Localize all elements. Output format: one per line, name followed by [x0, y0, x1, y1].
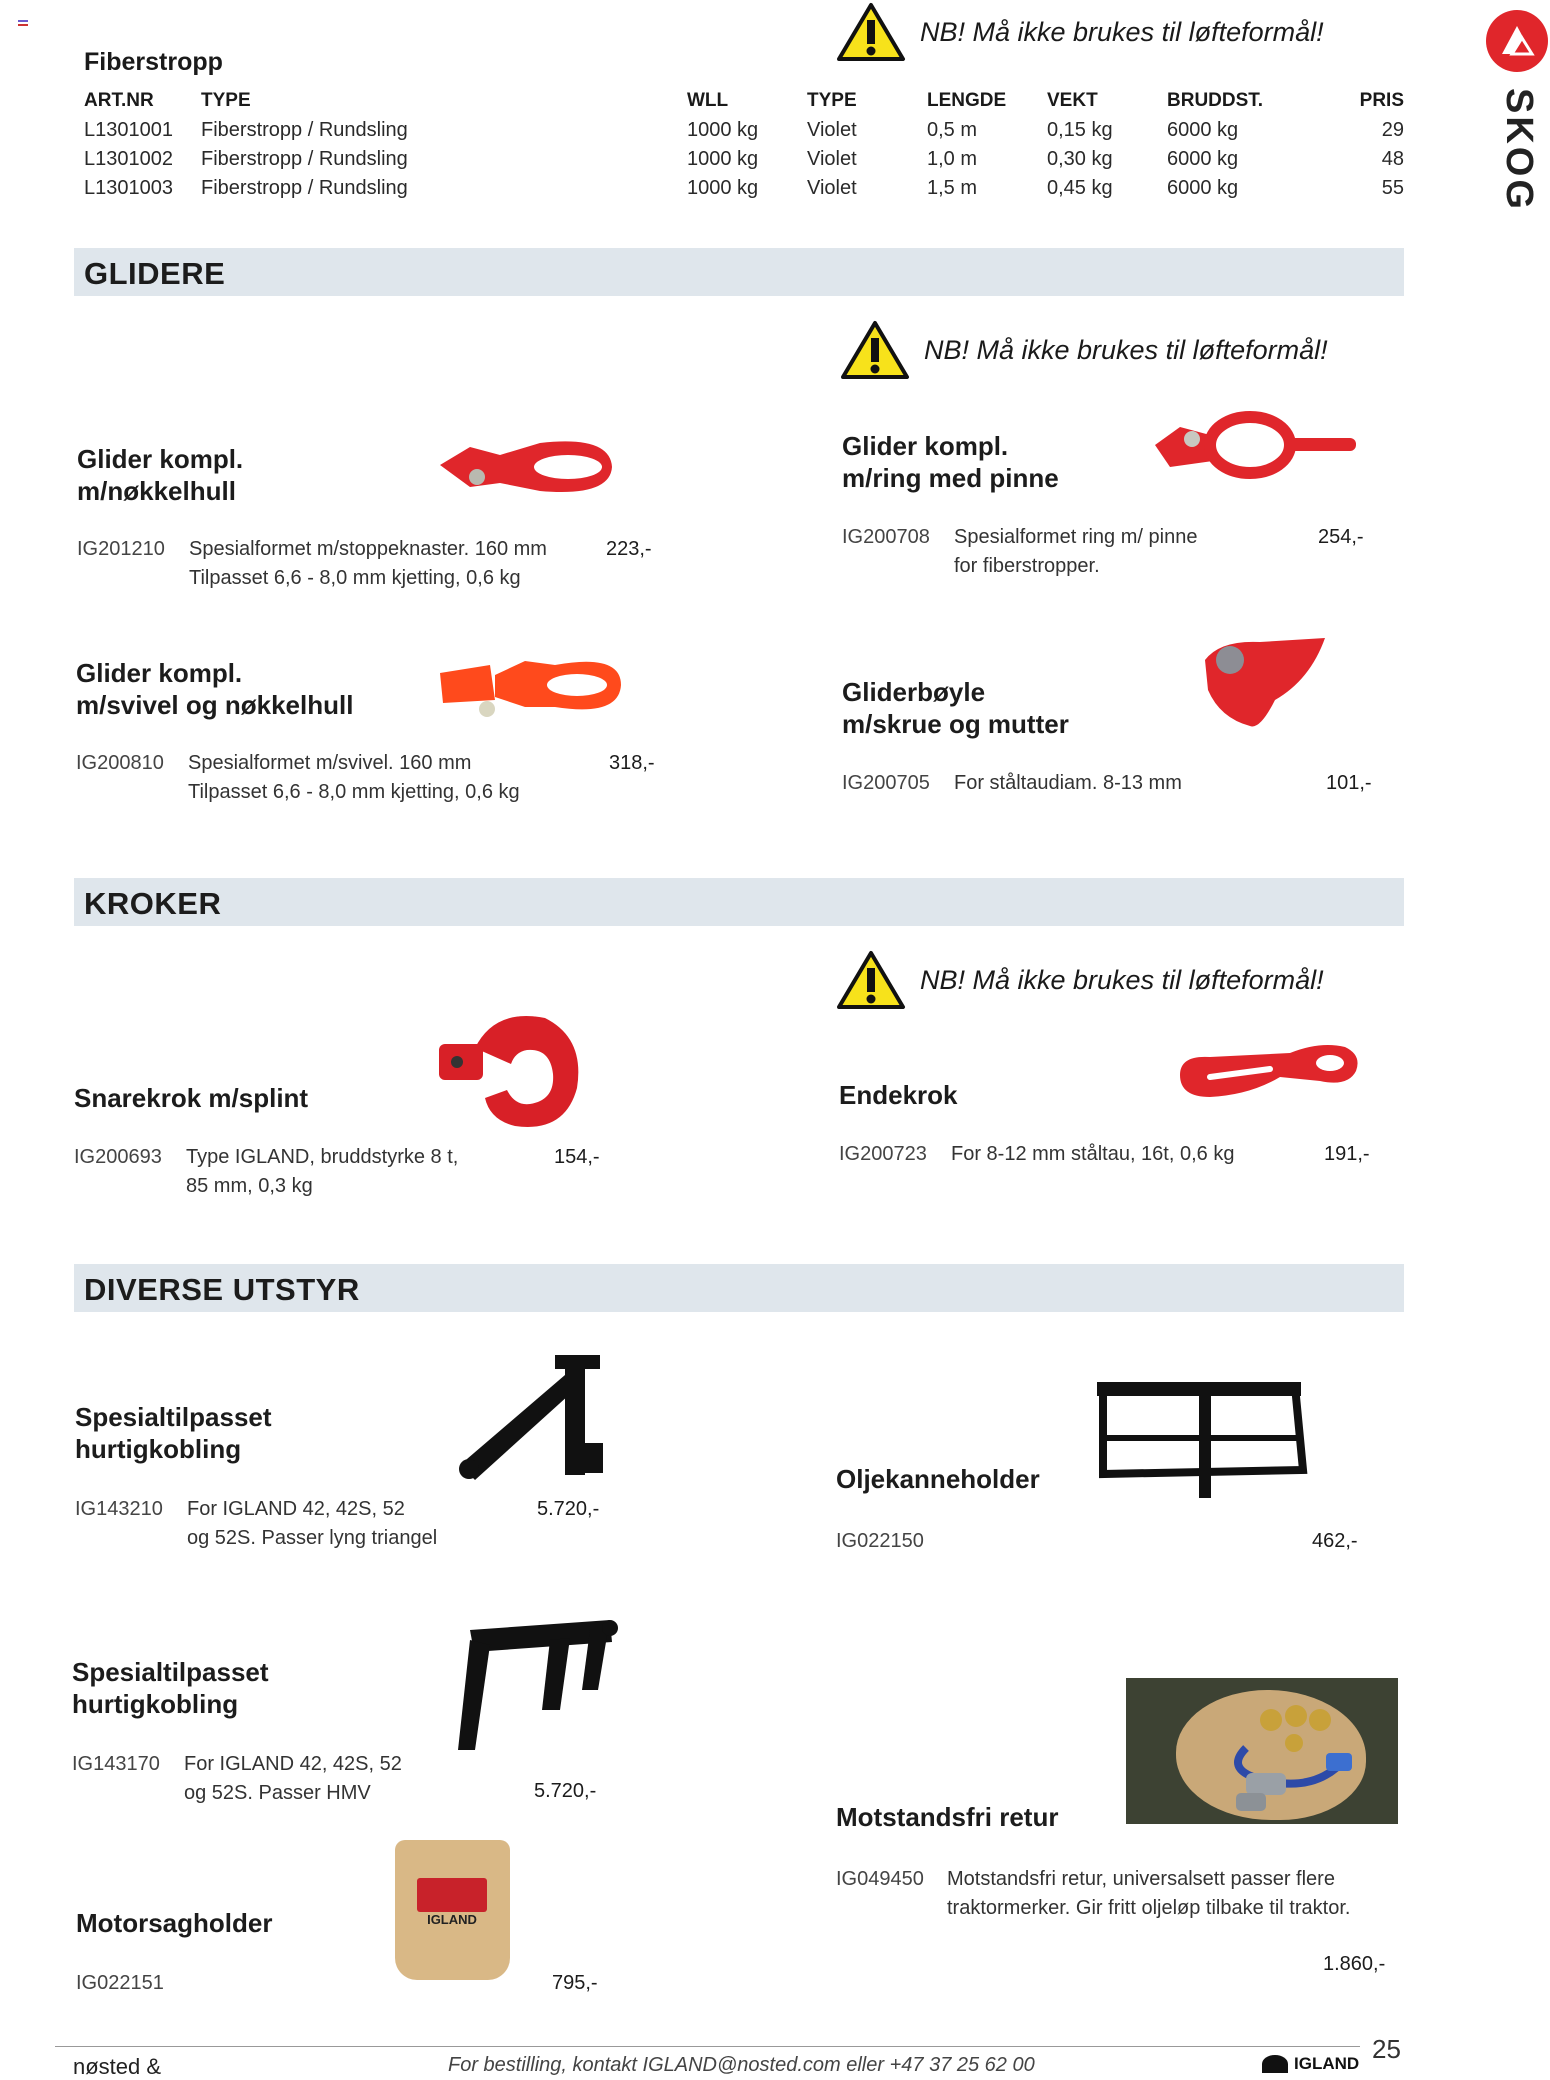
description-line: og 52S. Passer HMV — [184, 1782, 371, 1804]
description-line: For IGLAND 42, 42S, 52 — [184, 1753, 402, 1775]
col-wll: WLL — [687, 90, 729, 111]
article-number: IG143170 — [72, 1753, 160, 1775]
cell: Fiberstropp / Rundsling — [201, 119, 408, 141]
igland-badge — [417, 1878, 487, 1912]
product-price: 1.860,- — [1323, 1953, 1386, 1975]
description-line: Tilpasset 6,6 - 8,0 mm kjetting, 0,6 kg — [188, 781, 520, 803]
product-price: 254,- — [1318, 526, 1364, 548]
cell: Fiberstropp / Rundsling — [201, 177, 408, 199]
footer-divider — [55, 2046, 1360, 2047]
col-type: TYPE — [201, 90, 251, 111]
cell: L1301003 — [84, 177, 173, 199]
col-bruddst: BRUDDST. — [1167, 90, 1264, 111]
warning-notice — [836, 2, 1324, 62]
cell: 6000 kg — [1167, 177, 1239, 199]
product-name — [75, 1401, 272, 1465]
product-name-line: Glider kompl. — [76, 658, 243, 688]
igland-badge-text: IGLAND — [427, 1912, 477, 1927]
cell: Violet — [807, 148, 857, 170]
warning-text: NB! Må ikke brukes til løfteformål! — [924, 334, 1328, 365]
section-glidere — [74, 248, 1404, 296]
cell: 1,5 m — [927, 177, 978, 199]
product-name: Endekrok — [839, 1080, 958, 1110]
article-number: IG049450 — [836, 1868, 924, 1890]
product-price: 462,- — [1312, 1530, 1358, 1552]
product-name-line: m/skrue og mutter — [842, 709, 1069, 739]
article-number: IG200810 — [76, 752, 164, 774]
description-line: Spesialformet m/stoppeknaster. 160 mm — [189, 538, 547, 560]
product-description — [947, 1865, 1350, 1923]
article-number: IG200723 — [839, 1143, 927, 1165]
product-price: 223,- — [606, 538, 652, 560]
table-header-row — [84, 88, 1404, 116]
col-pris: PRIS — [1359, 90, 1404, 111]
product-price: 5.720,- — [537, 1498, 600, 1520]
description-line: traktormerker. Gir fritt oljeløp tilbake til traktor. — [947, 1897, 1351, 1919]
product-name — [76, 657, 353, 721]
product-name — [842, 676, 1069, 740]
cell: 1,0 m — [927, 148, 978, 170]
article-number: IG200708 — [842, 526, 930, 548]
col-vekt: VEKT — [1047, 90, 1098, 111]
article-number: IG200693 — [74, 1146, 162, 1168]
product-price: 101,- — [1326, 772, 1372, 794]
article-number: IG200705 — [842, 772, 930, 794]
product-name — [72, 1656, 269, 1720]
product-name-line: m/nøkkelhull — [77, 476, 236, 506]
product-price: 795,- — [552, 1972, 598, 1994]
footer-logo — [1262, 2054, 1359, 2074]
section-title: GLIDERE — [84, 256, 226, 291]
cell: 0,5 m — [927, 119, 978, 141]
motorsagholder-image — [395, 1840, 510, 1980]
fiberstropp-title: Fiberstropp — [84, 48, 223, 76]
product-name-line: Glider kompl. — [77, 444, 244, 474]
table-row — [84, 116, 1404, 145]
product-name: Oljekanneholder — [836, 1464, 1040, 1494]
warning-text: NB! Må ikke brukes til løfteformål! — [920, 16, 1324, 47]
product-name-line: Glider kompl. — [842, 431, 1009, 461]
oljekanneholder-image — [1095, 1378, 1310, 1503]
product-description: For ståltaudiam. 8-13 mm — [954, 772, 1182, 794]
product-description — [187, 1495, 437, 1553]
col-lengde: LENGDE — [927, 90, 1007, 111]
cell: 48 — [1381, 148, 1404, 170]
endekrok-image — [1170, 1035, 1360, 1105]
cell: 0,15 kg — [1047, 119, 1113, 141]
product-description — [186, 1143, 458, 1201]
product-price: 191,- — [1324, 1143, 1370, 1165]
hurtigkobling-hmv-image — [450, 1610, 620, 1755]
product-name — [77, 443, 243, 507]
product-name-line: Spesialtilpasset — [72, 1657, 269, 1687]
description-line: Spesialformet ring m/ pinne — [954, 526, 1198, 548]
cell: Violet — [807, 177, 857, 199]
product-name-line: hurtigkobling — [72, 1689, 239, 1719]
section-kroker — [74, 878, 1404, 926]
product-name-line: Spesialtilpasset — [75, 1402, 272, 1432]
product-description — [188, 749, 520, 807]
product-name-line: m/svivel og nøkkelhull — [76, 690, 354, 720]
page-number: 25 — [1372, 2034, 1401, 2064]
glider-ring-image — [1150, 405, 1360, 485]
section-title: DIVERSE UTSTYR — [84, 1272, 360, 1307]
description-line: og 52S. Passer lyng triangel — [187, 1527, 438, 1549]
cell: 29 — [1381, 119, 1404, 141]
description-line: for fiberstropper. — [954, 555, 1100, 577]
product-name-line: Gliderbøyle — [842, 677, 986, 707]
article-number: IG022150 — [836, 1530, 924, 1552]
cell: 6000 kg — [1167, 119, 1239, 141]
cell: Fiberstropp / Rundsling — [201, 148, 408, 170]
warning-notice — [836, 950, 1324, 1010]
product-name-line: m/ring med pinne — [842, 463, 1059, 493]
description-line: For IGLAND 42, 42S, 52 — [187, 1498, 405, 1520]
description-line: Motstandsfri retur, universalsett passer flere — [947, 1868, 1335, 1890]
cell: 1000 kg — [687, 177, 759, 199]
gliderboyle-image — [1200, 630, 1330, 735]
warning-triangle-icon — [836, 950, 906, 1010]
footer-logo-text: IGLAND — [1294, 2054, 1360, 2073]
side-tab — [1480, 88, 1550, 212]
product-description — [954, 523, 1197, 581]
section-diverse — [74, 1264, 1404, 1312]
cell: L1301002 — [84, 148, 173, 170]
glider-svivel-image — [435, 645, 625, 725]
product-description — [189, 535, 547, 593]
fiberstropp-table — [84, 88, 1404, 203]
col-type2: TYPE — [807, 90, 857, 111]
product-price: 5.720,- — [534, 1780, 597, 1802]
snarekrok-image — [435, 1008, 585, 1138]
warning-text: NB! Må ikke brukes til løfteformål! — [920, 964, 1324, 995]
cell: L1301001 — [84, 119, 173, 141]
table-row — [84, 174, 1404, 203]
motstandsfri-retur-photo — [1126, 1678, 1398, 1824]
product-price: 154,- — [554, 1146, 600, 1168]
col-artnr: ART.NR — [84, 90, 154, 111]
article-number: IG143210 — [75, 1498, 163, 1520]
cell: 55 — [1381, 177, 1404, 199]
description-line: Spesialformet m/svivel. 160 mm — [188, 752, 472, 774]
cell: 0,45 kg — [1047, 177, 1113, 199]
cell: Violet — [807, 119, 857, 141]
description-line: 85 mm, 0,3 kg — [186, 1175, 313, 1197]
hurtigkobling-image — [455, 1355, 625, 1485]
glider-nokkelhull-image — [430, 425, 620, 510]
description-line: Tilpasset 6,6 - 8,0 mm kjetting, 0,6 kg — [189, 567, 521, 589]
section-title: KROKER — [84, 886, 222, 921]
footer-brand: nøsted & — [73, 2054, 162, 2079]
article-number: IG022151 — [76, 1972, 164, 1994]
description-line: Type IGLAND, bruddstyrke 8 t, — [186, 1146, 459, 1168]
product-description — [184, 1750, 402, 1808]
warning-triangle-icon — [840, 320, 910, 380]
cell: 1000 kg — [687, 119, 759, 141]
product-name-line: hurtigkobling — [75, 1434, 242, 1464]
cell: 6000 kg — [1167, 148, 1239, 170]
side-tab-label: SKOG — [1498, 88, 1540, 212]
cell: 0,30 kg — [1047, 148, 1113, 170]
igland-logo-icon — [1262, 2055, 1288, 2073]
product-name: Motstandsfri retur — [836, 1802, 1059, 1832]
article-number: IG201210 — [77, 538, 165, 560]
warning-notice — [840, 320, 1328, 380]
skog-logo-icon — [1486, 10, 1548, 72]
footer-contact: For bestilling, kontakt IGLAND@nosted.com eller +47 37 25 62 00 — [448, 2054, 1035, 2076]
fittings-icon — [1186, 1698, 1366, 1818]
product-name: Motorsagholder — [76, 1908, 273, 1938]
corner-mark — [18, 20, 28, 26]
warning-triangle-icon — [836, 2, 906, 62]
product-description: For 8-12 mm ståltau, 16t, 0,6 kg — [951, 1143, 1235, 1165]
cell: 1000 kg — [687, 148, 759, 170]
product-name — [842, 430, 1059, 494]
table-row — [84, 145, 1404, 174]
product-name: Snarekrok m/splint — [74, 1083, 309, 1113]
product-price: 318,- — [609, 752, 655, 774]
